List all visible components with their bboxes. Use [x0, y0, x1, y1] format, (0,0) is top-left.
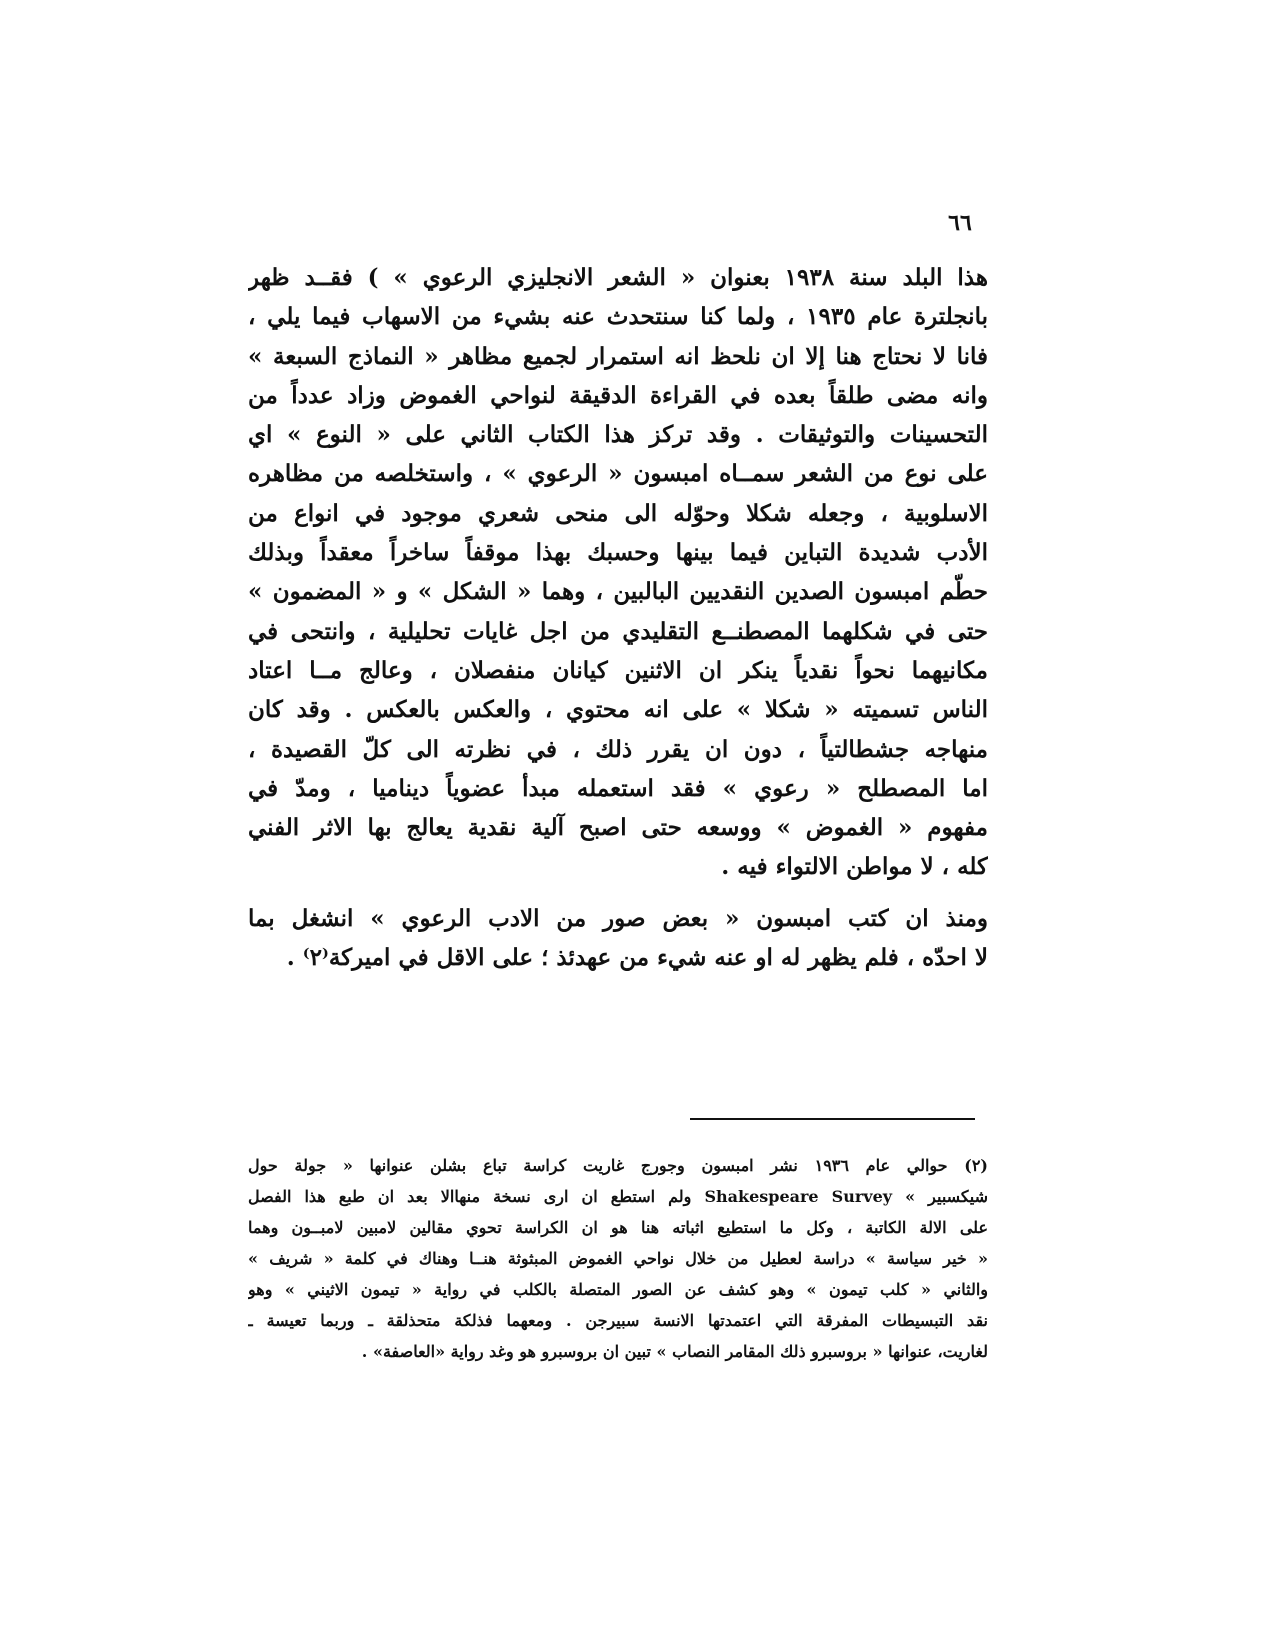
body-line: منهاجه جشطالتياً ، دون ان يقرر ذلك ، في نظرته الى كلّ القصيدة ، [248, 735, 988, 763]
body-line: الناس تسميته « شكلا » على انه محتوي ، والعكس بالعكس . وقد كان [248, 696, 988, 724]
body-line: هذا البلد سنة ١٩٣٨ بعنوان « الشعر الانجليزي الرعوي » ) فقــد ظهر [248, 264, 988, 291]
body-line: حطّم امبسون الصدين النقديين البالبين ، وهما « الشكل » و « المضمون » [248, 578, 988, 606]
body-text [248, 258, 988, 977]
body-line: مفهوم « الغموض » ووسعه حتى اصبح آلية نقدية يعالج بها الاثر الفني [248, 814, 988, 842]
body-line: على نوع من الشعر سمــاه امبسون « الرعوي » ، واستخلصه من مظاهره [248, 460, 988, 488]
page-number: ٦٦ [948, 210, 972, 236]
body-line: بانجلترة عام ١٩٣٥ ، ولما كنا سنتحدث عنه بشيء من الاسهاب فيما يلي ، [248, 303, 988, 331]
body-line: لا احدّه ، فلم يظهر له او عنه شيء من عهدئذ ؛ على الاقل في اميركة⁽٢⁾ . [286, 944, 988, 972]
footnote-line: على الالة الكاتبة ، وكل ما استطيع اثباته هنا هو ان الكراسة تحوي مقالين لامبين لامبــون وهما [248, 1218, 988, 1237]
footnote-line: نقد التبسيطات المفرقة التي اعتمدتها الانسة سبيرجن . ومعهما فذلكة متحذلقة ـ وربما تعيسة ـ [248, 1311, 988, 1330]
body-line: كله ، لا مواطن الالتواء فيه . [721, 853, 988, 881]
body-line: حتى في شكلهما المصطنــع التقليدي من اجل غايات تحليلية ، وانتحى في [248, 617, 988, 645]
footnote-line: شيكسبير » Shakespeare Survey ولم استطع ان ارى نسخة منهاالا بعد ان طبع هذا الفصل [248, 1187, 988, 1206]
footnote-line: والثاني « كلب تيمون » وهو كشف عن الصور المتصلة بالكلب في رواية « تيمون الاثيني » وهو [248, 1280, 988, 1299]
footnote-line: « خير سياسة » دراسة لعطيل من خلال نواحي الغموض المبثوثة هنــا وهناك في كلمة « شريف » [248, 1249, 988, 1268]
footnotes [248, 1150, 988, 1367]
footnote-line: (٢) حوالي عام ١٩٣٦ نشر امبسون وجورج غاريت كراسة تباع بشلن عنوانها « جولة حول [248, 1156, 988, 1175]
paragraph-gap [248, 887, 988, 899]
body-line: وانه مضى طلقاً بعده في القراءة الدقيقة لنواحي الغموض وزاد عدداً من [248, 381, 988, 409]
body-line: مكانيهما نحواً نقدياً ينكر ان الاثنين كيانان منفصلان ، وعالج مــا اعتاد [248, 656, 988, 684]
footnote-line: لغاريت، عنوانها « بروسبرو ذلك المقامر النصاب » تبين ان بروسبرو هو وغد رواية «العاصفة» . [361, 1342, 988, 1361]
body-line: الاسلوبية ، وجعله شكلا وحوّله الى منحى شعري موجود في انواع من [248, 499, 988, 527]
body-line: الأدب شديدة التباين فيما بينها وحسبك بهذا موقفاً ساخراً معقداً وبذلك [248, 539, 988, 567]
body-line: التحسينات والتوثيقات . وقد تركز هذا الكتاب الثاني على « النوع » اي [248, 421, 988, 449]
footnote-rule [690, 1118, 975, 1120]
body-line: فانا لا نحتاج هنا إلا ان نلحظ انه استمرار لجميع مظاهر « النماذج السبعة » [248, 342, 988, 370]
body-line: ومنذ ان كتب امبسون « بعض صور من الادب الرعوي » انشغل بما [248, 904, 988, 932]
body-line: اما المصطلح « رعوي » فقد استعمله مبدأ عضوياً ديناميا ، ومدّ في [248, 774, 988, 802]
